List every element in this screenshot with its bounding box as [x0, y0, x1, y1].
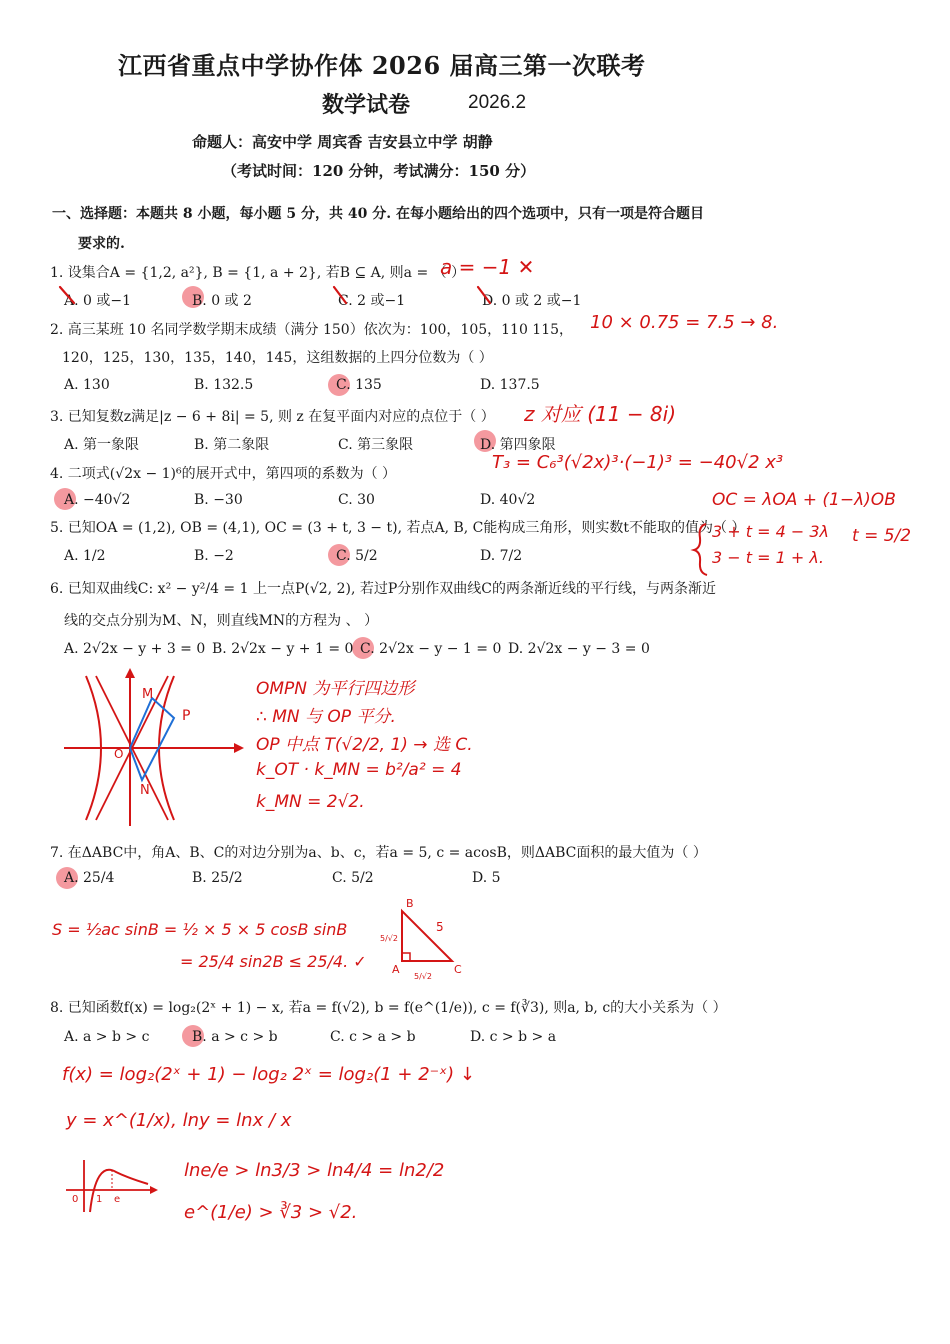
q7-label-leg-left: 5/√2 [380, 934, 398, 943]
q6-label-p: P [182, 708, 191, 724]
hw-q6-line3: OP 中点 T(√2/2, 1) → 选 C. [256, 735, 473, 755]
hw-q5-vector: OC = λOA + (1−λ)OB [712, 490, 896, 510]
question-8-stem: 8. 已知函数f(x) = log₂(2ˣ + 1) − x, 若a = f(√2), b = f(e^(1/e)), c = f(∛3), 则a, b, c的大小关系为（ ） [50, 1000, 727, 1016]
hw-q6-line4: k_OT · k_MN = b²/a² = 4 [256, 760, 462, 780]
hw-q5-result: t = 5/2 [852, 526, 912, 546]
hw-q7-line1: S = ½ac sinB = ½ × 5 × 5 cosB sinB [52, 920, 348, 939]
question-5-stem: 5. 已知OA = (1,2), OB = (4,1), OC = (3 + t, 3 − t), 若点A, B, C能构成三角形，则实数t不能取的值为（ ） [50, 520, 746, 536]
q4-option-d: D. 40√2 [480, 492, 536, 508]
q8-option-a: A. a > b > c [64, 1029, 150, 1045]
q2-option-a: A. 130 [64, 377, 110, 393]
q7-label-side: 5 [436, 920, 444, 934]
q8-option-b: B. a > c > b [192, 1029, 278, 1045]
q7-label-leg-bottom: 5/√2 [414, 972, 432, 981]
exam-date: 2026.2 [468, 92, 527, 113]
q4-option-c: C. 30 [338, 492, 375, 508]
section-heading-cont: 要求的. [78, 236, 125, 252]
section-heading: 一、选择题：本题共 8 小题，每小题 5 分，共 40 分. 在每小题给出的四个选项中，只有一项是符合题目 [52, 206, 704, 222]
exam-title: 江西省重点中学协作体 2026 届高三第一次联考 [118, 51, 646, 80]
q6-label-o: O [114, 747, 124, 761]
hw-q1-answer: a = −1 ✕ [440, 255, 535, 279]
q4-option-a: A. −40√2 [64, 492, 131, 508]
hw-q2-calc: 10 × 0.75 = 7.5 → 8. [590, 312, 779, 333]
q3-option-a: A. 第一象限 [64, 437, 140, 453]
q6-hyperbola-sketch [56, 668, 246, 828]
exam-info: （考试时间：120 分钟，考试满分：150 分） [222, 162, 536, 180]
q1-option-c: C. 2 或−1 [338, 293, 406, 309]
q8-lnx-graph-sketch [62, 1156, 158, 1216]
q6-option-c: C. 2√2x − y − 1 = 0 [360, 641, 502, 657]
q3-option-b: B. 第二象限 [194, 437, 270, 453]
question-6-stem-line1: 6. 已知双曲线C: x² − y²/4 = 1 上一点P(√2, 2), 若过P分别作双曲线C的两条渐近线的平行线，与两条渐近 [50, 581, 716, 597]
exam-authors: 命题人：高安中学 周宾香 吉安县立中学 胡静 [192, 133, 493, 151]
hw-q3-note: z 对应 (11 − 8i) [524, 402, 677, 426]
q1-option-b: B. 0 或 2 [192, 293, 252, 309]
q8-option-d: D. c > b > a [470, 1029, 557, 1045]
exam-subject: 数学试卷 [322, 92, 411, 118]
question-3-stem: 3. 已知复数z满足|z − 6 + 8i| = 5, 则 z 在复平面内对应的点位于（ ） [50, 409, 495, 425]
hw-q7-line2: = 25/4 sin2B ≤ 25/4. ✓ [180, 952, 367, 971]
q5-option-b: B. −2 [194, 548, 234, 564]
q8-graph-label-origin: 0 [72, 1194, 79, 1205]
question-6-stem-line2: 线的交点分别为M、N，则直线MN的方程为 、 ） [64, 613, 379, 629]
q6-option-d: D. 2√2x − y − 3 = 0 [508, 641, 650, 657]
q1-option-d: D. 0 或 2 或−1 [482, 293, 582, 309]
q2-option-d: D. 137.5 [480, 377, 540, 393]
question-7-stem: 7. 在ΔABC中，角A、B、C的对边分别为a、b、c，若a = 5, c = acosB，则ΔABC面积的最大值为（ ） [50, 845, 707, 861]
q4-option-b: B. −30 [194, 492, 243, 508]
q6-label-n: N [140, 783, 150, 798]
hw-q6-line2: ∴ MN 与 OP 平分. [256, 707, 396, 727]
q7-label-b: B [406, 897, 414, 910]
hw-q8-line4: e^(1/e) > ∛3 > √2. [184, 1202, 358, 1223]
q3-option-c: C. 第三象限 [338, 437, 414, 453]
hw-q8-line3: lne/e > ln3/3 > ln4/4 = ln2/2 [184, 1160, 445, 1181]
q6-label-m: M [142, 687, 154, 702]
question-1-stem: 1. 设集合A = {1,2, a²}, B = {1, a + 2}, 若B ⊆ A, 则a = （ ） [50, 265, 466, 281]
hw-q5-eq2: 3 − t = 1 + λ. [712, 548, 824, 567]
hw-q4-calc: T₃ = C₆³(√2x)³·(−1)³ = −40√2 x³ [492, 452, 784, 473]
question-2-stem-line1: 2. 高三某班 10 名同学数学期末成绩（满分 150）依次为：100，105，110 115， [50, 322, 574, 338]
q8-graph-label-one: 1 [96, 1194, 103, 1205]
q7-option-c: C. 5/2 [332, 870, 374, 886]
q7-label-c: C [454, 963, 462, 976]
question-2-stem-line2: 120，125，130，135，140，145，这组数据的上四分位数为（ ） [62, 350, 493, 366]
hw-q6-line5: k_MN = 2√2. [256, 792, 365, 812]
q7-option-d: D. 5 [472, 870, 501, 886]
q2-option-c: C. 135 [336, 377, 382, 393]
q7-option-b: B. 25/2 [192, 870, 243, 886]
question-4-stem: 4. 二项式(√2x − 1)⁶的展开式中，第四项的系数为（ ） [50, 466, 397, 482]
q6-option-a: A. 2√2x − y + 3 = 0 [64, 641, 206, 657]
q5-option-c: C. 5/2 [336, 548, 378, 564]
q2-option-b: B. 132.5 [194, 377, 254, 393]
q8-graph-label-e: e [114, 1194, 121, 1205]
q5-option-d: D. 7/2 [480, 548, 523, 564]
hw-q8-line1: f(x) = log₂(2ˣ + 1) − log₂ 2ˣ = log₂(1 + 2⁻ˣ) ↓ [62, 1064, 475, 1085]
q5-option-a: A. 1/2 [64, 548, 106, 564]
q7-option-a: A. 25/4 [64, 870, 115, 886]
hw-q5-eq1: 3 + t = 4 − 3λ [712, 522, 830, 541]
hw-q8-line2: y = x^(1/x), lny = lnx / x [66, 1110, 292, 1131]
hw-q6-line1: OMPN 为平行四边形 [256, 679, 415, 699]
q3-option-d: D. 第四象限 [480, 437, 556, 453]
q8-option-c: C. c > a > b [330, 1029, 416, 1045]
q6-option-b: B. 2√2x − y + 1 = 0 [212, 641, 354, 657]
q7-label-a: A [392, 963, 400, 976]
q1-option-a: A. 0 或−1 [64, 293, 132, 309]
q7-triangle-sketch [380, 895, 470, 980]
